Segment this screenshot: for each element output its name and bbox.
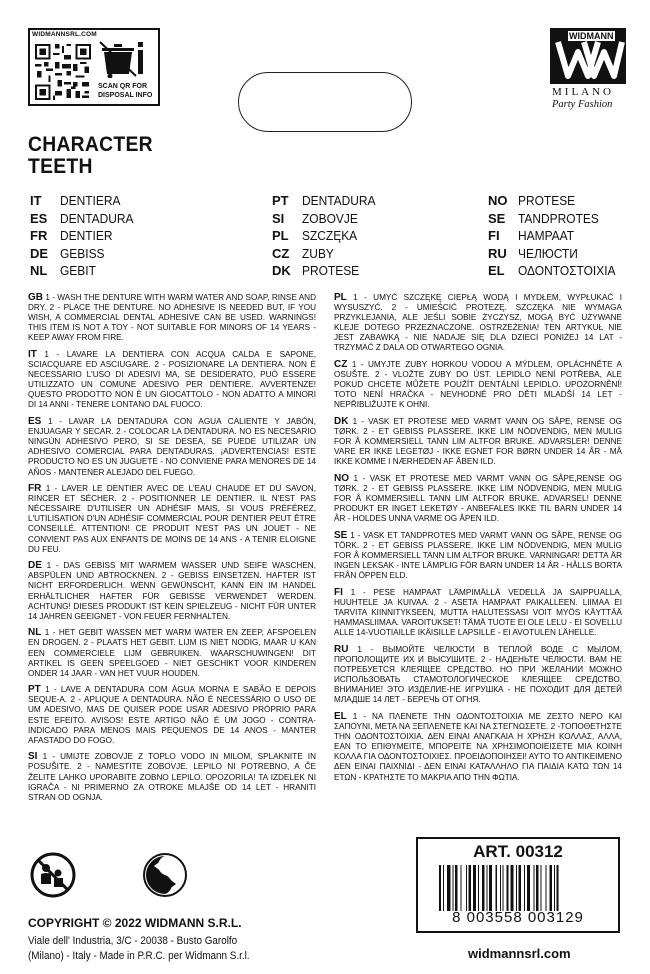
instruction-lang-code: SE: [334, 529, 348, 541]
language-names-col-3: [488, 192, 624, 280]
lang-row: [272, 192, 382, 210]
lang-code: EL: [488, 263, 505, 279]
lang-row: [488, 192, 624, 210]
ean-number: 8 003558 003129: [452, 909, 584, 926]
instruction-text: 1 - UMYJTE ZUBY HORKOU VODOU A MÝDLEM, OPLÁCHNĚTE A OSUŠTE. 2 - VLOŽTE ZUBY DO ÚST. LEPIDLO NENÍ POTŘEBA, ALE POKUD CHCETE MŮŽETE POUŽÍT DENTÁLNÍ LEPIDLO. UPOZORNĚNÍ! TOTO NENÍ HRAČKA - NEVHODNÉ PRO DĚTI MLADŠÍ 14 LET - NEPŘIBLIŽUJTE K OHNI.: [334, 360, 622, 410]
instruction-lang-code: DK: [334, 416, 349, 428]
lang-code: FR: [30, 228, 48, 244]
instruction-text: 1 - UMIJTE ZOBOVJE Z TOPLO VODO IN MILOM, SPLAKNITE IN POSUŠITE. 2 - NAMESTITE ZOBOVJE. LEPILO NI POTREBNO, A ČE ŽELITE LAHKO UPORABITE ZOBNO LEPILO. OPOZORILA! TA IZDELEK NI IGRAČA - NI PRIMERNO ZA OTROKE MLAJŠE OD 14 LET - HRANITI STRAN OD OGNJA.: [28, 752, 316, 802]
instruction-text: 1 - LAVARE LA DENTIERA CON ACQUA CALDA E SAPONE, SCIACQUARE ED ASCIUGARE. 2 - POSIZIONARE LA DENTIERA. NON È NECESSARIO L'USO DI ADESIVI MA, SE DESIDERATO, PUÒ ESSERE UTILIZZATO UN COMUNE ADESIVO PER DENTIERE. AVVERTENZE! QUESTO PRODOTTO NON È UN GIOCATTOLO - NON ADATTO A MINORI DI 14 ANNI - TENERE LONTANO DAL FUOCO.: [28, 349, 316, 410]
instruction-paragraph: [334, 531, 622, 581]
lang-word: DENTIERA: [60, 193, 121, 208]
instruction-text: 1 - PESE HAMPAAT LÄMPIMÄLLÄ VEDELLÄ JA SAIPPUALLA, HUUHTELE JA KUIVAA. 2 - ASETA HAMPAAT PAIKALLEEN. LIIMAA EI TARVITA KIINNITYKSEEN, MUTTA HALUTESSASI VOIT MYÖS KÄYTTÄÄ HAMMASLIIMAA. VAROITUKSET! TÄMÄ TUOTE EI OLE LELU - EI SOVELLU ALLE 14-VUOTIAILLE IKÄISILLE LAPSILLE - EI AVOTULEN LÄHELLE.: [334, 587, 623, 638]
instruction-lang-code: NO: [334, 473, 349, 484]
lang-code: PT: [272, 193, 289, 208]
lang-row: [488, 245, 624, 263]
lang-code: DE: [30, 245, 49, 261]
instruction-paragraph: [28, 561, 316, 622]
lang-word: DENTADURA: [302, 193, 376, 208]
instructions-right-column: [334, 293, 622, 789]
lang-code: FI: [488, 228, 500, 244]
lang-row: [488, 210, 624, 228]
language-names-col-2: [272, 192, 382, 280]
copyright-text: COPYRIGHT © 2022 WIDMANN S.R.L.: [28, 916, 242, 930]
lang-row: [272, 245, 382, 263]
disposal-info-box: [28, 28, 160, 106]
lang-word: HAMPAAT: [518, 228, 575, 244]
instruction-lang-code: IT: [28, 348, 37, 360]
barcode-icon[interactable]: [438, 865, 600, 911]
lang-word: ZUBY: [302, 245, 334, 261]
lang-word: DENTADURA: [60, 210, 134, 226]
lang-row: [30, 245, 140, 263]
qr-code-icon[interactable]: [35, 44, 91, 100]
instruction-lang-code: SI: [28, 751, 38, 763]
instruction-lang-code: FI: [334, 586, 343, 598]
instruction-paragraph: [334, 588, 622, 638]
lang-word: PROTESE: [302, 263, 360, 279]
instruction-paragraph: [334, 293, 622, 354]
lang-row: [488, 262, 624, 280]
lang-word: GEBIT: [60, 263, 96, 279]
instruction-lang-code: DE: [28, 560, 42, 572]
lang-row: [30, 192, 140, 210]
lang-code: NL: [30, 263, 48, 279]
lang-word: ZOBOVJE: [302, 210, 358, 226]
brand-name: WIDMANN: [569, 31, 614, 41]
instruction-paragraph: [334, 645, 622, 706]
product-title: [28, 134, 153, 178]
instructions-left-column: [28, 293, 316, 809]
lang-row: [272, 227, 382, 245]
lang-row: [272, 210, 382, 228]
lang-code: PL: [272, 228, 289, 244]
language-names-col-1: [30, 192, 140, 280]
instruction-text: 1 - VASK ET TANDPROTES MED VARMT VANN OG SÅPE, RENSE OG TÖRK. 2 - ET GEBISS PLASSERE. IKKE LIM NÖDVENDIG, MEN MULIG FOR Å KOMMERSIELL TANN LIM ALTFOR BRUKE. VARNINGAR! DETTA ÄR INGEN LEKSAK - INTE LÄMPLIG FÖR BARN UNDER 14 ÅR - HÅLLS BORTA FRÅN ÖPPEN ELD.: [334, 530, 622, 581]
instruction-text: 1 - DAS GEBISS MIT WARMEM WASSER UND SEIFE WASCHEN, ABSPÜLEN UND ABTROCKNEN. 2 - GEBISS EINSETZEN. HAFTER IST NICHT ERFORDERLICH. WENN GEWÜNSCHT, KANN EIN IM HANDEL ERHÄLTLICHER HAFTER FÜR GEBISSE VERWENDET WERDEN. ACHTUNG! DIESES PRODUKT IST KEIN SPIELZEUG - NICHT FÜR UNTER 14 JAHREN GEEIGNET - VON FEUER FERNHALTEN.: [28, 561, 316, 621]
instruction-text: 1 - LAVAR LA DENTADURA CON AGUA CALIENTE Y JABÓN, ENJUAGAR Y SECAR. 2 - COLOCAR LA DENTADURA. NO ES NECESARIO NINGÚN ADHESIVO PERO, SI SE DESEA, SE PUEDE UTILIZAR UN ADHESIVO COMERCIAL PARA DENTADURAS. ¡ADVERTENCIAS! ESTE PRODUCTO NO ES UN JUGUETE - NO CONVIENE PARA MENORES DE 14 AÑOS - MANTENER ALEJADO DEL FUEGO.: [28, 417, 316, 477]
brand-city: MILANO: [552, 86, 614, 98]
lang-word: GEBISS: [60, 245, 105, 261]
instruction-text: 1 - VASK ET PROTESE MED VARMT VANN OG SÅPE,RENSE OG TØRK. 2 - ET GEBISS PLASSERE. IKKE LIM NÖDVENDIG, MEN MULIG FOR Å KOMMERSIELL TANN LIM ALTFOR BRUKE. ADVARSEL! DENNE PRODUKT ER INGET LEKETØY - ANBEFALES IKKE TIL BARN UNDER 14 ÅR - HOLDES UNNA VARME OG ÅPEN ILD.: [334, 474, 622, 524]
instruction-lang-code: NL: [28, 627, 42, 639]
instruction-paragraph: [28, 417, 316, 478]
instruction-paragraph: [334, 417, 622, 467]
lang-word: ΟΔΟΝΤΟΣΤΟΙΧΙΑ: [518, 263, 616, 279]
lang-code: RU: [488, 245, 507, 261]
lang-code: CZ: [272, 245, 290, 261]
lang-code: NO: [488, 193, 508, 208]
qr-url-text: WIDMANNSRL.COM: [32, 31, 97, 38]
instruction-text: 1 - VASK ET PROTESE MED VARMT VANN OG SÅPE, RENSE OG TØRK. 2 - ET GEBISS PLASSERE. IKKE LIM NÖDVENDIG, MEN MULIG FOR Å KOMMERSIELL TANN LIM ALTFOR BRUKE. ADVARSLER! DENNE VARE ER IKKE LEGETØJ - IKKE EGNET FOR BØRN UNDER 14 ÅR - MÅ IKKE KOMME I NÆRHEDEN AF ÅBEN ILD.: [334, 417, 623, 467]
lang-word: DENTIER: [60, 228, 113, 244]
green-dot-recycle-icon: [142, 852, 188, 898]
instruction-lang-code: EL: [334, 710, 347, 722]
lang-row: [30, 262, 140, 280]
instruction-text: 1 - HET GEBIT WASSEN MET WARM WATER EN ZEEP, AFSPOELEN EN DROGEN. 2 - PLAATS HET GEBIT. LIJM IS NIET NODIG, MAAR U KAN EEN COMMERCIELE LIJM GEBRUIKEN. WAARSCHUWINGEN! DIT ARTIKEL IS GEEN SPEELGOED - NIET GESCHIKT VOOR KINDEREN ONDER 14 JAAR - VAN HET VUUR HOUDEN.: [28, 628, 317, 678]
website-link[interactable]: widmannsrl.com: [468, 946, 571, 961]
lang-code: DK: [272, 263, 291, 279]
article-number: ART. 00312: [473, 842, 563, 861]
instruction-paragraph: [334, 712, 622, 783]
instruction-text: 1 - ВЫМОЙТЕ ЧЕЛЮСТИ В ТЕПЛОЙ ВОДЕ С МЫЛОМ, ПРОПОЛОЩИТЕ ИХ И ВЫСУШИТЕ. 2 - НАДЕНЬТЕ ЧЕЛЮСТИ. ВАМ НЕ ПОТРЕБУЕТСЯ КЛЕЯЩЕЕ СРЕДСТВО. НО ПРИ ЖЕЛАНИИ МОЖНО ИСПОЛЬЗОВАТЬ СТАМОТОЛОГИЧЕСКОЕ КЛЕЯЩЕЕ СРЕДСТВО. ВНИМАНИЕ! ЭТО ИЗДЕЛИЕ-НЕ ИГРУШКА - НЕ ПОХОДИТ ДЛЯ ДЕТЕЙ МЛАДШЕ 14 ЛЕТ - БЕРЕЧЬ ОТ ОГНЯ.: [334, 644, 622, 705]
instruction-lang-code: RU: [334, 643, 349, 655]
instruction-lang-code: GB: [28, 292, 43, 303]
lang-code: IT: [30, 193, 42, 208]
lang-word: PROTESE: [518, 193, 576, 208]
address-line-2: (Milano) - Italy - Made in P.R.C. per Widmann S.r.l.: [28, 950, 250, 962]
instruction-paragraph: [28, 350, 316, 411]
instruction-lang-code: ES: [28, 416, 42, 428]
instruction-text: 1 - UMYĆ SZCZĘKĘ CIEPŁĄ WODĄ I MYDŁEM, WYPŁUKAĆ I WYSUSZYĆ. 2 - UMIEŚCIĆ PROTEZĘ. SZCZĘKA NIE WYMAGA PRZYKLEJANIA, ALE JEŚLI SOBIE ŻYCZYSZ, MOGĄ BYĆ UŻYWANE KLEJE DOTEGO PRZEZNACZONE. OSTRZEŻENIA! TEN ARTYKUŁ NIE JEST ZABAWKĄ - NIE NADAJE SIĘ DLA DZIECI PONIŻEJ 14 LAT - TRZYMAĆ Z DALA OD OTWARTEGO OGNIA.: [334, 293, 622, 353]
address-line-1: Viale dell' Industria, 3/C - 20038 - Busto Garolfo: [28, 935, 238, 947]
lang-row: [272, 262, 382, 280]
scan-qr-text: [98, 82, 152, 100]
instruction-text: 1 - LAVER LE DENTIER AVEC DE L'EAU CHAUDE ET DU SAVON, RINCER ET SÉCHER. 2 - POSITIONNER LE DENTIER. IL N'EST PAS NÉCESSAIRE D'UTILISER UN ADHÉSIF MAIS, SI VOUS PRÉFÉREZ, L'UTILISATION D'UN ADHÉSIF COMMERCIAL POUR DENTIER PEUT ÊTRE CONSEILLÉ. ATTENTION! CE PRODUIT N'EST PAS UN JOUET - NE CONVIENT PAS AUX ENFANTS DE MOINS DE 14 ANS - A TENIR ELOIGNE DU FEU.: [28, 484, 316, 554]
lang-code: SI: [272, 210, 285, 226]
title-line-2: TEETH: [28, 155, 93, 178]
instruction-paragraph: [334, 360, 622, 410]
instruction-text: 1 - WASH THE DENTURE WITH WARM WATER AND SOAP, RINSE AND DRY. 2 - PLACE THE DENTURE. NO ADHESIVE IS NEEDED BUT, IF YOU WISH, A COMMERCIAL DENTAL ADHESIVE CAN BE USED. WARNINGS! THIS ITEM IS NOT A TOY - NOT SUITABLE FOR MINORS OF 14 YEARS - KEEP AWAY FROM FIRE.: [28, 293, 316, 343]
company-address: [28, 934, 250, 964]
instruction-text: 1 - ΝΑ ΠΛΕΝΕΤΕ ΤΗΝ ΟΔΟΝΤΟΣΤΟΙΧΙΑ ΜΕ ΖΕΣΤΟ ΝΕΡΟ ΚΑΙ ΣΑΠΟΥΝΙ, ΜΕΤΑ ΝΑ ΞΕΠΛΕΝΕΤΕ ΚΑΙ ΝΑ ΣΤΕΓΝΩΣΕΤΕ. 2 -ΤΟΠΟΘΕΤΗΣΤΕ ΤΗΝ ΟΔΟΝΤΟΣΤΟΙΧΙΑ. ΔΕΝ ΕΙΝΑΙ ΑΝΑΓΚΑΙΑ Η ΧΡΗΣΗ ΚΟΛΛΑΣ, ΑΛΛΑ, ΕΑΝ ΤΟ ΕΠΙΘΥΜΕΙΤΕ, ΜΠΟΡΕΙΤΕ ΝΑ ΧΡΗΣΙΜΟΠΟΙΕΙΣΕΤΕ ΜΙΑ ΚΟΙΝΗ ΚΟΛΛΑ ΓΙΑ ΟΔΟΝΤΟΣΤΟΙΧΙΕΣ. ΠΡΟΕΙΔΟΠΟΙΗΣΕΙ! ΑΥΤΟ ΤΟ ΑΝΤΙΚΕΙΜΕΝΟ ΔΕΝ ΕΙΝΑΙ ΠΑΙΧΝΙΔΙ - ΔΕΝ ΕΙΝΑΙ ΚΑΤΑΛΛΗΛΟ ΓΙΑ ΠΑΙΔΙΑ ΚΑΤΩ ΤΩΝ 14 ΕΤΩΝ - ΚΡΑΤΗΣΤΕ ΤΟ ΜΑΚΡΙΑ ΑΠΟ ΤΗΝ ΦΩΤΙΑ.: [334, 711, 622, 782]
instruction-text: 1 - LAVE A DENTADURA COM ÁGUA MORNA E SABÃO E DEPOIS SEQUE-A. 2 - APLIQUE A DENTADURA. NÃO É NECESSÁRIO O USO DE UM ADESIVO, MAS DE QUISER PODE USAR ADESIVO PRÓPRIO PARA ESTE EFEITO. AVISOS! ESTE ARTIGO NÃO É UM JOGO - CONTRA-INDICADO PARA MENOS MAIS PEQUENOS DE 14 ANOS - MANTER AFASTADO DO FOGO.: [28, 685, 316, 745]
instruction-paragraph: [28, 685, 316, 746]
lang-code: SE: [488, 210, 506, 226]
widmann-logo: [550, 28, 626, 108]
lang-row: [30, 227, 140, 245]
instruction-paragraph: [28, 484, 316, 555]
instruction-paragraph: [28, 293, 316, 343]
instruction-lang-code: PL: [334, 292, 347, 303]
title-line-1: CHARACTER: [28, 133, 153, 156]
instruction-paragraph: [28, 752, 316, 802]
lang-row: [488, 227, 624, 245]
lang-word: SZCZĘKA: [302, 228, 358, 244]
instruction-lang-code: PT: [28, 684, 41, 696]
instruction-lang-code: CZ: [334, 359, 348, 371]
instruction-paragraph: [334, 474, 622, 524]
instruction-paragraph: [28, 628, 316, 678]
bin-info-icon: [98, 38, 156, 78]
barcode-box: [416, 837, 620, 933]
lang-word: ЧЕЛЮСТИ: [518, 245, 578, 261]
scan-line-1: SCAN QR FOR: [98, 83, 147, 90]
brand-tagline: Party Fashion: [552, 99, 613, 110]
lang-word: TANDPROTES: [518, 210, 599, 226]
scan-line-2: DISPOSAL INFO: [98, 92, 153, 99]
instruction-lang-code: FR: [28, 483, 42, 495]
lang-code: ES: [30, 210, 48, 226]
lang-row: [30, 210, 140, 228]
no-children-icon: [30, 852, 76, 898]
hang-tab-cutout: [238, 72, 412, 132]
